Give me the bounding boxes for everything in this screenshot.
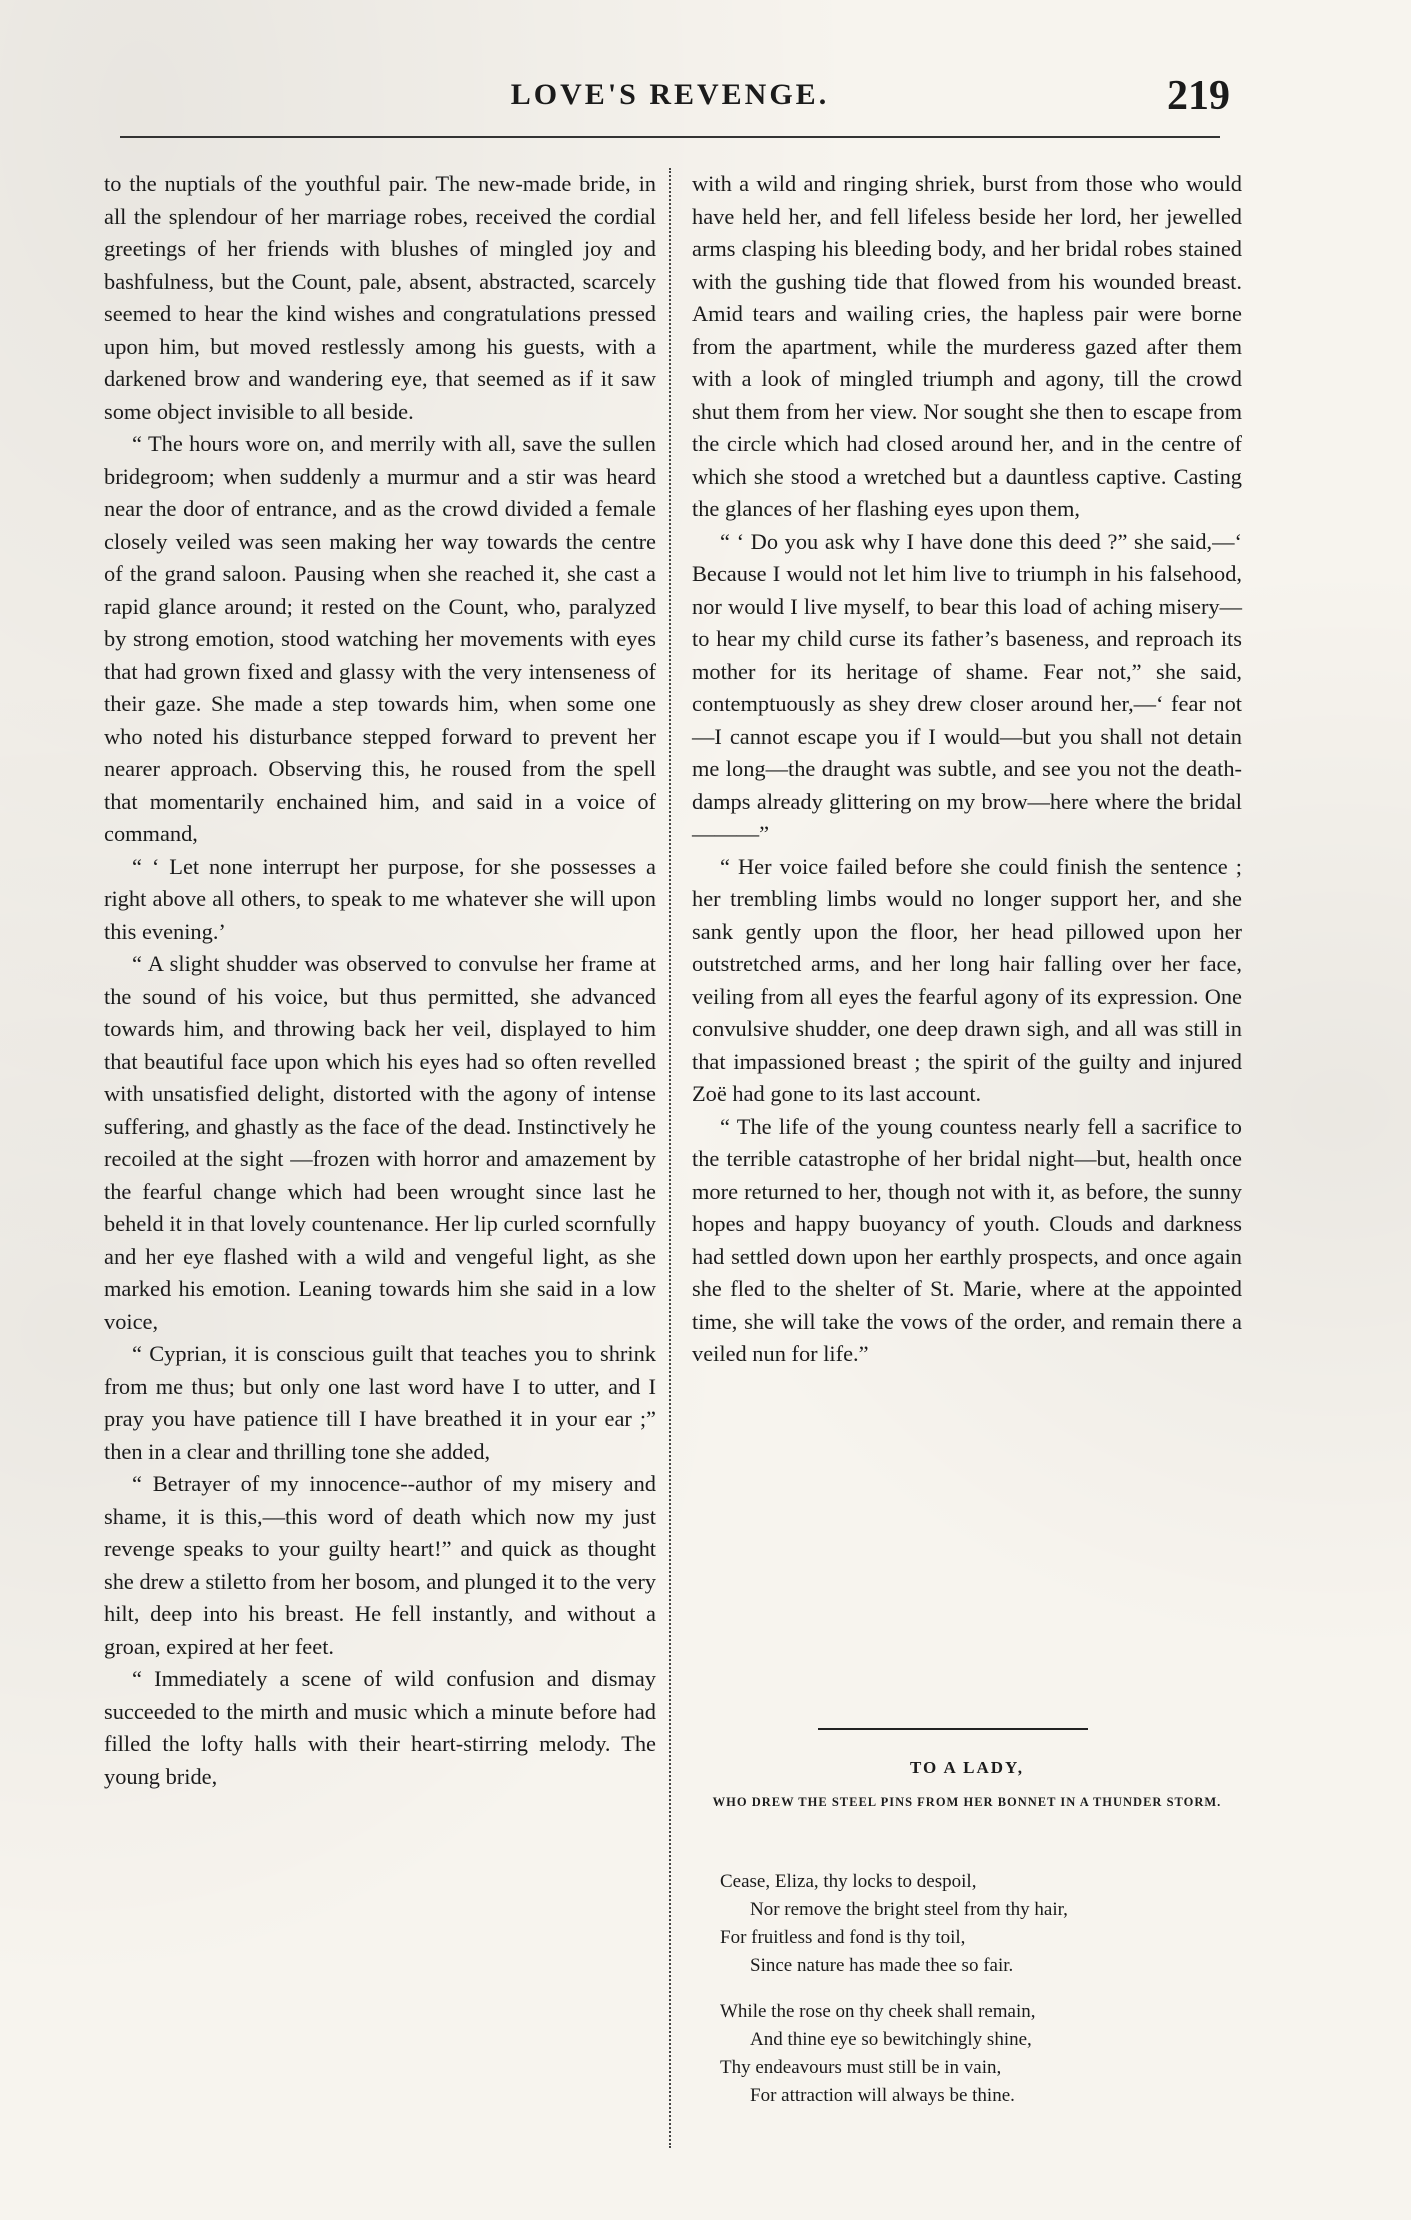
paragraph: “ Her voice failed before she could finish the sentence ; her trembling limbs would no longer support her, and she sank gently upon the floor, her head pillowed upon her outstretched arms, and her long hair falling over her face, veiling from all eyes the fearful agony of its expression. One convulsive shudder, one deep drawn sigh, and all was still in that impassioned breast ; the spirit of the guilty and injured Zoë had gone to its last account. <box>692 853 1242 1106</box>
left-column <box>104 168 656 1793</box>
paragraph: “ ‘ Do you ask why I have done this deed ?” she said,—‘ Because I would not let him live to triumph in his falsehood, nor would I live myself, to bear this load of aching misery—to hear my child curse its father’s baseness, and reproach its mother for its heritage of shame. Fear not,” she said, contemptuously as shey drew closer around her,—‘ fear not—I cannot escape you if I would—but you shall not detain me long—the draught was subtle, and see you not the death-damps already glittering on my brow—here where the bridal ———” <box>692 528 1242 846</box>
column-divider <box>669 168 671 2148</box>
running-title: LOVE'S REVENGE. <box>510 78 830 111</box>
poem-stanza <box>720 1868 1240 1980</box>
paragraph: “ Betrayer of my innocence--author of my misery and shame, it is this,—this word of death which now my just revenge speaks to your guilty heart!” and quick as thought she drew a stiletto from her bosom, and plunged it to the very hilt, deep into his breast. He fell instantly, and without a groan, expired at her feet. <box>104 1471 656 1659</box>
paragraph: “ ‘ Let none interrupt her purpose, for she possesses a right above all others, to speak to me whatever she will upon this evening.’ <box>104 853 656 944</box>
poem-line: Thy endeavours must still be in vain, <box>720 2057 1002 2078</box>
poem-line: For fruitless and fond is thy toil, <box>720 1927 966 1948</box>
poem-line: While the rose on thy cheek shall remain, <box>720 2001 1036 2022</box>
poem-title: TO A LADY, <box>909 1758 1024 1777</box>
header-rule <box>120 136 1220 138</box>
paragraph: “ A slight shudder was observed to convulse her frame at the sound of his voice, but thus permitted, she advanced towards him, and throwing back her veil, displayed to him that beautiful face upon which his eyes had so often revelled with unsatisfied delight, distorted with the agony of intense suffering, and ghastly as the face of the dead. Instinctively he recoiled at the sight —frozen with horror and amazement by the fearful change which had been wrought since last he beheld it in that lovely countenance. Her lip curled scornfully and her eye flashed with a wild and vengeful light, as she marked his emotion. Leaning towards him she said in a low voice, <box>104 951 656 1334</box>
paragraph: “ Cyprian, it is conscious guilt that teaches you to shrink from me thus; but only one last word have I to utter, and I pray you have patience till I have breathed it in your ear ;” then in a clear and thrilling tone she added, <box>104 1341 656 1464</box>
poem-stanza <box>720 1998 1240 2110</box>
poem-line: Since nature has made thee so fair. <box>750 1955 1014 1976</box>
page-number: 219 <box>1167 73 1230 119</box>
poem-line: For attraction will always be thine. <box>750 2085 1015 2106</box>
section-rule <box>818 1728 1088 1730</box>
paragraph: with a wild and ringing shriek, burst from those who would have held her, and fell lifeless beside her lord, her jewelled arms clasping his bleeding body, and her bridal robes stained with the gushing tide that flowed from his wounded breast. Amid tears and wailing cries, the hapless pair were borne from the apartment, while the murderess gazed after them with a look of mingled triumph and agony, till the crowd shut them from her view. Nor sought she then to escape from the circle which had closed around her, and in the centre of which she stood a wretched but a dauntless captive. Casting the glances of her flashing eyes upon them, <box>692 171 1242 521</box>
right-column <box>692 168 1242 1371</box>
paragraph: to the nuptials of the youthful pair. The new-made bride, in all the splendour of her marriage robes, received the cordial greetings of her friends with blushes of mingled joy and bashfulness, but the Count, pale, absent, abstracted, scarcely seemed to hear the kind wishes and congratulations pressed upon him, but moved restlessly among his guests, with a darkened brow and wandering eye, that seemed as if it saw some object invisible to all beside. <box>104 171 656 424</box>
paragraph: “ Immediately a scene of wild confusion and dismay succeeded to the mirth and music which a minute before had filled the lofty halls with their heart-stirring melody. The young bride, <box>104 1666 656 1789</box>
poem-line: Cease, Eliza, thy locks to despoil, <box>720 1871 977 1892</box>
page-header <box>110 73 1230 138</box>
paragraph: “ The life of the young countess nearly fell a sacrifice to the terrible catastrophe of her bridal night—but, health once more returned to her, though not with it, as before, the sunny hopes and happy buoyancy of youth. Clouds and darkness had settled down upon her earthly prospects, and once again she fled to the shelter of St. Marie, where at the appointed time, she will take the vows of the order, and remain there a veiled nun for life.” <box>692 1113 1242 1366</box>
poem-line: And thine eye so bewitchingly shine, <box>750 2029 1032 2050</box>
poem-subtitle: WHO DREW THE STEEL PINS FROM HER BONNET IN A THUNDER STORM. <box>712 1795 1222 1809</box>
paragraph: “ The hours wore on, and merrily with all, save the sullen bridegroom; when suddenly a murmur and a stir was heard near the door of entrance, and as the crowd divided a female closely veiled was seen making her way towards the centre of the grand saloon. Pausing when she reached it, she cast a rapid glance around; it rested on the Count, who, paralyzed by strong emotion, stood watching her movements with eyes that had grown fixed and glassy with the very intenseness of their gaze. She made a step towards him, when some one who noted his disturbance stepped forward to prevent her nearer approach. Observing this, he roused from the spell that momentarily enchained him, and said in a voice of command, <box>104 431 656 846</box>
poem <box>720 1868 1240 2128</box>
poem-line: Nor remove the bright steel from thy hair, <box>750 1899 1068 1920</box>
